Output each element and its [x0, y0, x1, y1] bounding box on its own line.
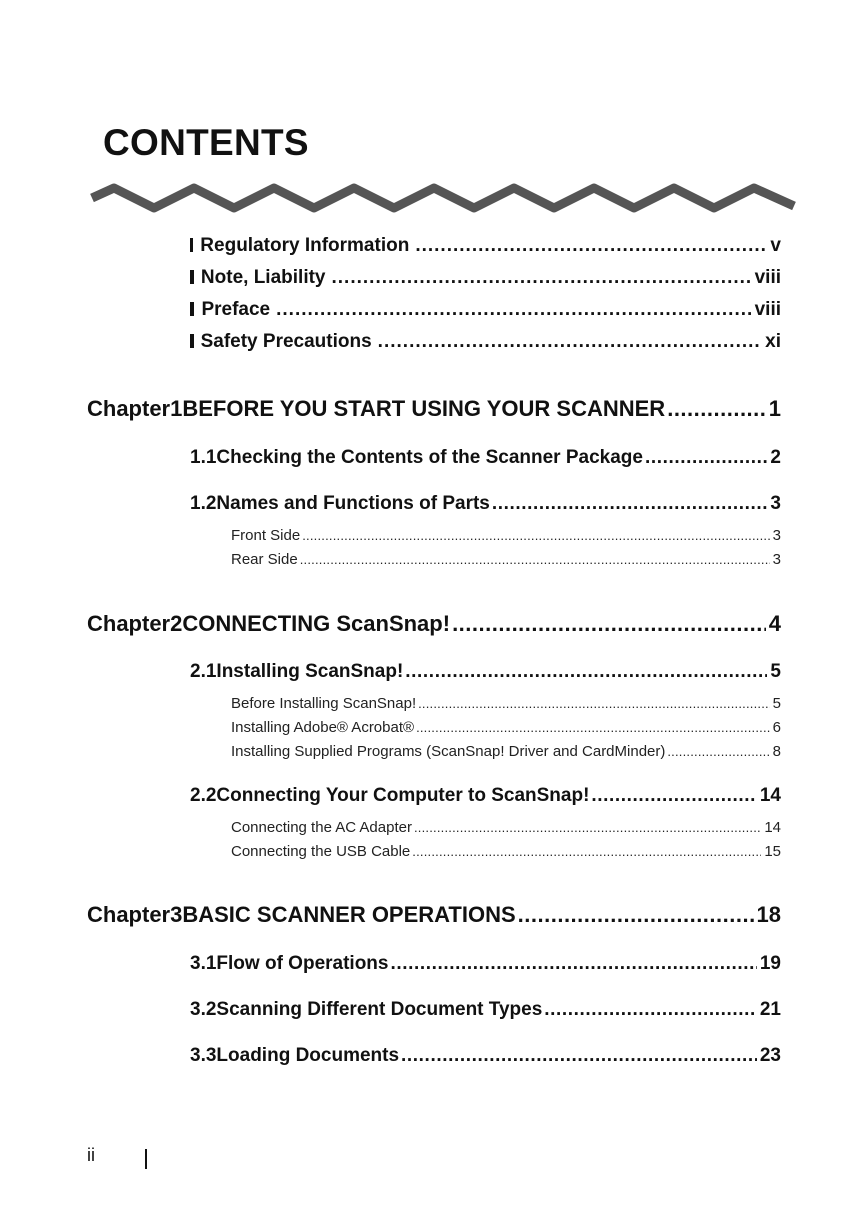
dot-leader: [416, 720, 770, 735]
chapter-number: Chapter2: [87, 611, 183, 636]
dot-leader: [412, 844, 761, 859]
page-title: CONTENTS: [103, 122, 309, 163]
toc-page-number: 3: [772, 527, 781, 544]
toc-section-1-1[interactable]: [190, 447, 781, 469]
toc-entry-label: Note, Liability: [200, 267, 326, 288]
footer-page-number: ii: [87, 1145, 95, 1165]
dot-leader: [418, 696, 770, 711]
bullet-square-icon: [190, 334, 194, 348]
toc-subsection-front-side[interactable]: [231, 527, 781, 544]
toc-page-number: xi: [765, 331, 781, 352]
dot-leader: [645, 447, 767, 469]
toc-subsection-before-installing[interactable]: [231, 695, 781, 712]
toc-intro-safety[interactable]: [190, 331, 781, 353]
chapter-title: CONNECTING ScanSnap!: [182, 611, 451, 636]
toc-subsection-installing-acrobat[interactable]: [231, 719, 781, 736]
dot-leader: [667, 396, 766, 422]
toc-page-number: 3: [772, 551, 781, 568]
section-number: 1.1: [190, 447, 217, 468]
section-number: 2.2: [190, 785, 217, 806]
dot-leader: [518, 902, 754, 928]
section-title: Connecting Your Computer to ScanSnap!: [216, 785, 590, 806]
chapter-title: BASIC SCANNER OPERATIONS: [182, 902, 516, 927]
toc-section-2-2[interactable]: [190, 785, 781, 807]
subsection-title: Connecting the AC Adapter: [231, 819, 412, 836]
toc-page-number: 21: [759, 999, 781, 1020]
dot-leader: [405, 661, 767, 683]
dot-leader: [332, 267, 751, 289]
toc-page-number: 2: [770, 447, 781, 468]
section-title: Loading Documents: [216, 1045, 400, 1066]
bullet-square-icon: [190, 238, 193, 252]
chapter-number: Chapter3: [87, 902, 183, 927]
toc-page-number: 14: [764, 819, 781, 836]
section-title: Installing ScanSnap!: [216, 661, 404, 682]
toc-section-3-1[interactable]: [190, 953, 781, 975]
toc-page-number: 18: [756, 902, 781, 927]
toc-entry-label: Preface: [201, 299, 271, 320]
dot-leader: [452, 611, 766, 637]
dot-leader: [492, 493, 768, 515]
section-title: Flow of Operations: [216, 953, 389, 974]
bullet-square-icon: [190, 270, 194, 284]
chapter-number: Chapter1: [87, 396, 183, 421]
dot-leader: [544, 999, 757, 1021]
subsection-title: Front Side: [231, 527, 301, 544]
section-number: 3.2: [190, 999, 217, 1020]
section-title: Checking the Contents of the Scanner Package: [216, 447, 643, 468]
toc-page-number: 5: [770, 661, 781, 682]
dot-leader: [667, 744, 769, 759]
toc-page-number: viii: [754, 267, 781, 288]
footer-divider: [145, 1149, 147, 1169]
chapter-title: BEFORE YOU START USING YOUR SCANNER: [182, 396, 666, 421]
section-number: 3.1: [190, 953, 217, 974]
toc-page-number: 15: [764, 843, 781, 860]
toc-chapter-2[interactable]: [87, 611, 781, 637]
zigzag-divider: [88, 178, 798, 218]
toc-page-number: v: [770, 235, 781, 256]
dot-leader: [401, 1045, 757, 1067]
toc-page-number: 1: [768, 396, 781, 421]
toc-page-number: viii: [754, 299, 781, 320]
dot-leader: [415, 235, 766, 257]
toc-page-number: 14: [759, 785, 781, 806]
section-number: 2.1: [190, 661, 217, 682]
section-number: 1.2: [190, 493, 217, 514]
dot-leader: [302, 528, 769, 543]
toc-entry-label: Regulatory Information: [200, 235, 410, 256]
toc-subsection-ac-adapter[interactable]: [231, 819, 781, 836]
section-title: Names and Functions of Parts: [216, 493, 490, 514]
section-number: 3.3: [190, 1045, 217, 1066]
subsection-title: Connecting the USB Cable: [231, 843, 411, 860]
toc-page-number: 6: [772, 719, 781, 736]
toc-entry-label: Safety Precautions: [200, 331, 372, 352]
toc-page-number: 3: [770, 493, 781, 514]
toc-subsection-rear-side[interactable]: [231, 551, 781, 568]
toc-page-number: 5: [772, 695, 781, 712]
subsection-title: Installing Supplied Programs (ScanSnap! Driver and CardMinder): [231, 743, 666, 760]
subsection-title: Installing Adobe® Acrobat®: [231, 719, 415, 736]
dot-leader: [378, 331, 761, 353]
toc-chapter-3[interactable]: [87, 902, 781, 928]
toc-page-number: 23: [759, 1045, 781, 1066]
dot-leader: [591, 785, 756, 807]
toc-page-number: 19: [759, 953, 781, 974]
subsection-title: Rear Side: [231, 551, 298, 568]
toc-section-3-3[interactable]: [190, 1045, 781, 1067]
toc-chapter-1[interactable]: [87, 396, 781, 422]
dot-leader: [414, 820, 761, 835]
toc-intro-note-liability[interactable]: [190, 267, 781, 289]
toc-intro-regulatory[interactable]: [190, 235, 781, 257]
toc-page-number: 4: [768, 611, 781, 636]
dot-leader: [276, 299, 750, 321]
toc-section-1-2[interactable]: [190, 493, 781, 515]
section-title: Scanning Different Document Types: [216, 999, 543, 1020]
toc-section-2-1[interactable]: [190, 661, 781, 683]
toc-subsection-usb-cable[interactable]: [231, 843, 781, 860]
dot-leader: [390, 953, 756, 975]
dot-leader: [300, 552, 770, 567]
toc-section-3-2[interactable]: [190, 999, 781, 1021]
toc-subsection-installing-supplied-programs[interactable]: [231, 743, 781, 760]
subsection-title: Before Installing ScanSnap!: [231, 695, 417, 712]
toc-page-number: 8: [772, 743, 781, 760]
toc-intro-preface[interactable]: [190, 299, 781, 321]
bullet-square-icon: [190, 302, 194, 316]
